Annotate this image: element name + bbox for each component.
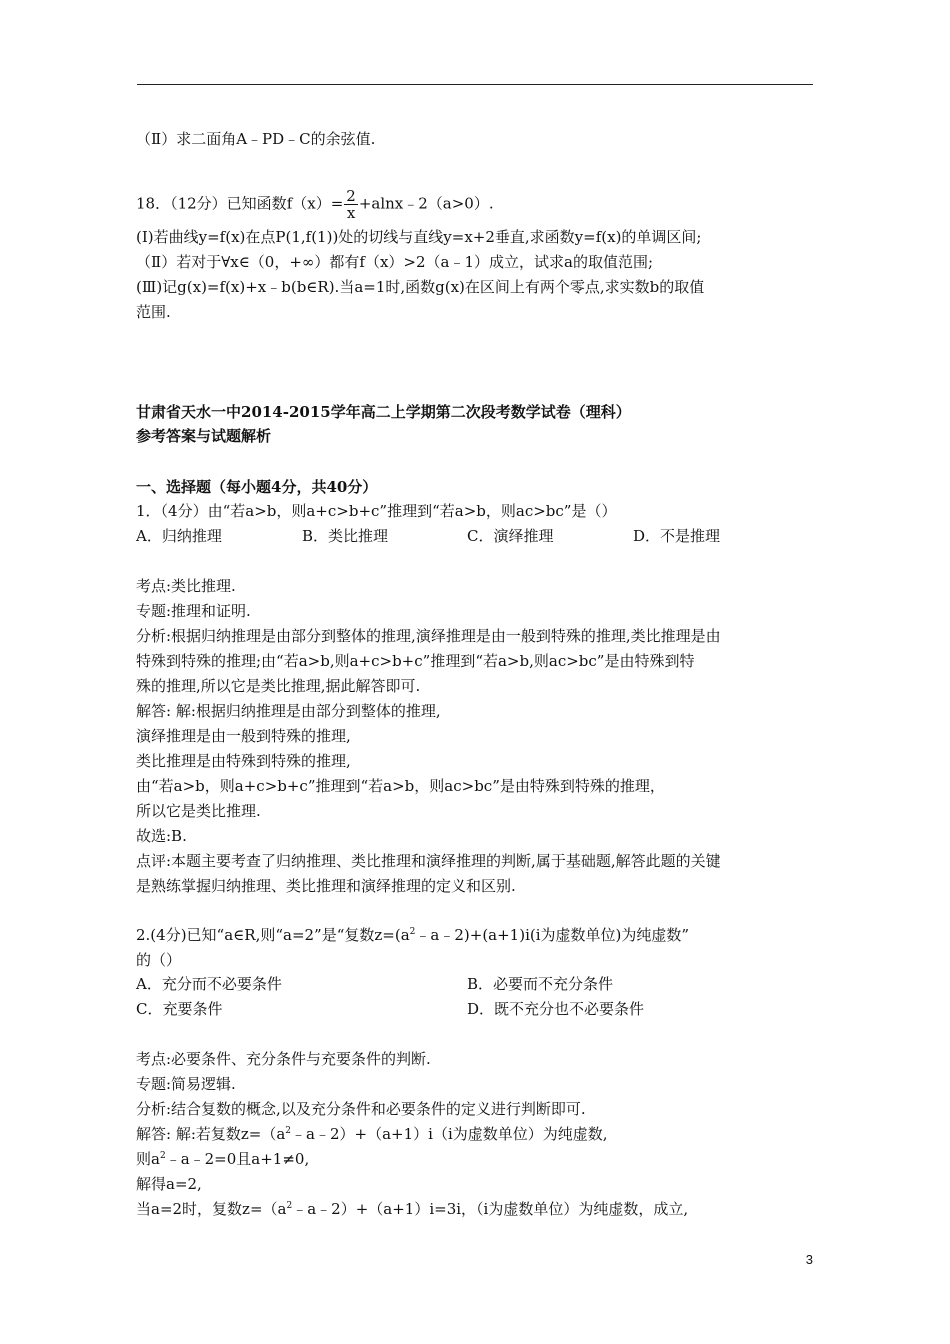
q2-option-b: B．必要而不充分条件 [467,975,614,993]
q2-stem-b: ﹣a﹣2)+(a+1)i(i为虚数单位)为纯虚数” [415,926,690,944]
q2-jieda4-b: ﹣a﹣2）+（a+1）i=3i，（i为虚数单位）为纯虚数，成立, [292,1200,689,1218]
q18-frac-num: 2 [346,187,356,205]
q1-option-b: B．类比推理 [302,527,389,545]
q2-jieda-line1 [136,1124,608,1144]
q2-stem-line2: 的（） [136,951,182,969]
q1-jieda-line5: 所以它是类比推理. [136,802,261,820]
q1-option-a: A．归纳推理 [136,527,222,545]
q1-dianping-line1: 点评:本题主要考查了归纳推理、类比推理和演绎推理的判断,属于基础题,解答此题的关键 [136,852,721,870]
q1-fenxi-line3: 殊的推理,所以它是类比推理,据此解答即可. [136,677,421,695]
q2-option-a: A．充分而不必要条件 [136,975,282,993]
q2-jieda-line2 [136,1149,309,1169]
q2-zhuanti: 专题:简易逻辑. [136,1075,236,1093]
q2-jieda-line4 [136,1199,688,1219]
answers-title: 甘肃省天水一中2014-2015学年高二上学期第二次段考数学试卷（理科） [136,403,631,421]
q18-part3-line2: 范围. [136,303,171,321]
q1-fenxi-line2: 特殊到特殊的推理;由“若a>b,则a+c>b+c”推理到“若a>b,则ac>bc”是由特殊到特 [136,652,695,670]
q18-part2: （Ⅱ）若对于∀x∈（0，+∞）都有f（x）>2（a﹣1）成立，试求a的取值范围; [136,253,654,271]
q2-stem-sup: 2 [409,927,416,937]
section1-heading: 一、选择题（每小题4分，共40分） [136,478,378,496]
q1-dianping-line2: 是熟练掌握归纳推理、类比推理和演绎推理的定义和区别. [136,877,516,895]
q18-intro: 18．（12分）已知函数 [136,194,287,213]
answers-subtitle: 参考答案与试题解析 [136,427,272,445]
q18-fx-right: +alnx﹣2（a>0）. [358,194,494,213]
q1-option-d: D．不是推理 [633,527,721,545]
q1-option-c: C．演绎推理 [467,527,554,545]
q1-fenxi-line1: 分析:根据归纳推理是由部分到整体的推理,演绎推理是由一般到特殊的推理,类比推理是由 [136,627,721,645]
q2-option-c: C．充要条件 [136,1000,223,1018]
q1-zhuanti: 专题:推理和证明. [136,602,251,620]
q2-jieda4-sup: 2 [286,1201,293,1211]
q2-jieda-line3: 解得a=2, [136,1175,202,1193]
q2-jieda2-sup: 2 [159,1151,166,1161]
q1-jieda-line6: 故选:B. [136,827,187,845]
q1-jieda-line4: 由“若a>b，则a+c>b+c”推理到“若a>b，则ac>bc”是由特殊到特殊的推理， [136,777,665,795]
q1-jieda-line1: 解答: 解:根据归纳推理是由部分到整体的推理, [136,702,441,720]
q18-fraction [344,188,358,221]
q2-jieda2-a: 则a [136,1150,160,1168]
q1-kaodian: 考点:类比推理. [136,577,236,595]
q18-part3-line1: (Ⅲ)记g(x)=f(x)+x﹣b(b∈R).当a=1时,函数g(x)在区间上有两个零点,求实数b的取值 [136,278,705,296]
q1-jieda-line3: 类比推理是由特殊到特殊的推理, [136,752,351,770]
q2-jieda4-a: 当a=2时，复数z=（a [136,1200,287,1218]
q2-stem-line1 [136,925,689,945]
q2-jieda1-b: ﹣a﹣2）+（a+1）i（i为虚数单位）为纯虚数, [291,1125,608,1143]
q2-kaodian: 考点:必要条件、充分条件与充要条件的判断. [136,1050,431,1068]
q2-jieda1-a: 解答: 解:若复数z=（a [136,1125,286,1143]
page-number: 3 [805,1252,813,1267]
q2-jieda2-b: ﹣a﹣2=0且a+1≠0, [165,1150,310,1168]
header-rule [137,84,813,85]
q2-jieda1-sup: 2 [285,1126,292,1136]
q17-part2: （Ⅱ）求二面角A﹣PD﹣C的余弦值. [136,130,376,148]
q18-stem [136,188,494,221]
q1-jieda-line2: 演绎推理是由一般到特殊的推理, [136,727,351,745]
q2-fenxi: 分析:结合复数的概念,以及充分条件和必要条件的定义进行判断即可. [136,1100,586,1118]
q2-stem-a: 2.(4分)已知“a∈R,则“a=2”是“复数z=(a [136,926,410,944]
q1-stem: 1．（4分）由“若a>b，则a+c>b+c”推理到“若a>b，则ac>bc”是（） [136,502,617,520]
q18-part1: (Ⅰ)若曲线y=f(x)在点P(1,f(1))处的切线与直线y=x+2垂直,求函数y=f(x)的单调区间; [136,228,702,246]
q18-frac-den: x [346,204,356,222]
q18-fx-left: f（x）= [286,194,344,213]
q2-option-d: D．既不充分也不必要条件 [467,1000,645,1018]
